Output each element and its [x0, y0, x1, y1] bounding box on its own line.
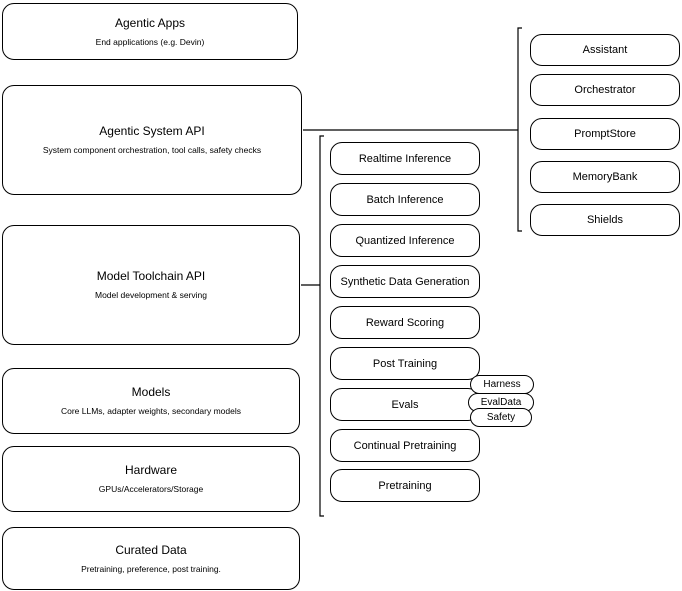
- toolchain-component-pretraining[interactable]: [330, 469, 480, 502]
- toolchain-component-synthetic-data-generation[interactable]: [330, 265, 480, 298]
- component-label: MemoryBank: [572, 171, 638, 183]
- eval-badge-safety[interactable]: [470, 408, 532, 427]
- toolchain-component-post-training[interactable]: [330, 347, 480, 380]
- system-component-shields[interactable]: [530, 204, 680, 236]
- layer-subtitle: Model development & serving: [95, 290, 207, 300]
- component-label: Post Training: [372, 357, 438, 370]
- badge-label: Harness: [483, 379, 521, 390]
- component-label: Continual Pretraining: [353, 439, 457, 452]
- layer-curated-data[interactable]: [2, 527, 300, 590]
- layer-subtitle: Pretraining, preference, post training.: [81, 563, 221, 574]
- toolchain-component-continual-pretraining[interactable]: [330, 429, 480, 462]
- layer-title: Model Toolchain API: [96, 269, 206, 283]
- layer-title: Models: [131, 385, 171, 399]
- component-label: Orchestrator: [574, 84, 636, 96]
- system-component-memorybank[interactable]: [530, 161, 680, 193]
- system-component-promptstore[interactable]: [530, 118, 680, 150]
- layer-title: Curated Data: [115, 542, 187, 557]
- layer-models[interactable]: [2, 368, 300, 434]
- component-label: Realtime Inference: [358, 152, 452, 165]
- component-label: Batch Inference: [366, 193, 444, 206]
- layer-agentic-apps[interactable]: [2, 3, 298, 60]
- toolchain-component-realtime-inference[interactable]: [330, 142, 480, 175]
- layer-subtitle: End applications (e.g. Devin): [95, 36, 205, 47]
- component-label: Quantized Inference: [355, 234, 455, 247]
- layer-agentic-system-api[interactable]: [2, 85, 302, 195]
- eval-badge-harness[interactable]: [470, 375, 534, 394]
- badge-label: Safety: [486, 412, 516, 423]
- layer-title: Agentic System API: [99, 124, 205, 138]
- layer-hardware[interactable]: [2, 446, 300, 512]
- toolchain-component-quantized-inference[interactable]: [330, 224, 480, 257]
- layer-subtitle: System component orchestration, tool calls, safety checks: [42, 145, 262, 155]
- component-label: Evals: [391, 398, 419, 411]
- component-label: PromptStore: [574, 128, 636, 140]
- layer-title: Agentic Apps: [114, 15, 186, 30]
- toolchain-component-evals[interactable]: [330, 388, 480, 421]
- component-label: Synthetic Data Generation: [340, 275, 470, 288]
- badge-label: EvalData: [480, 397, 522, 408]
- component-label: Pretraining: [378, 479, 432, 492]
- component-label: Assistant: [582, 44, 628, 56]
- layer-subtitle: Core LLMs, adapter weights, secondary models: [60, 406, 241, 416]
- system-component-assistant[interactable]: [530, 34, 680, 66]
- component-label: Shields: [586, 214, 624, 226]
- layer-title: Hardware: [124, 463, 178, 477]
- layer-model-toolchain-api[interactable]: [2, 225, 300, 345]
- toolchain-component-batch-inference[interactable]: [330, 183, 480, 216]
- toolchain-component-reward-scoring[interactable]: [330, 306, 480, 339]
- layer-subtitle: GPUs/Accelerators/Storage: [98, 484, 204, 494]
- system-component-orchestrator[interactable]: [530, 74, 680, 106]
- component-label: Reward Scoring: [365, 316, 445, 329]
